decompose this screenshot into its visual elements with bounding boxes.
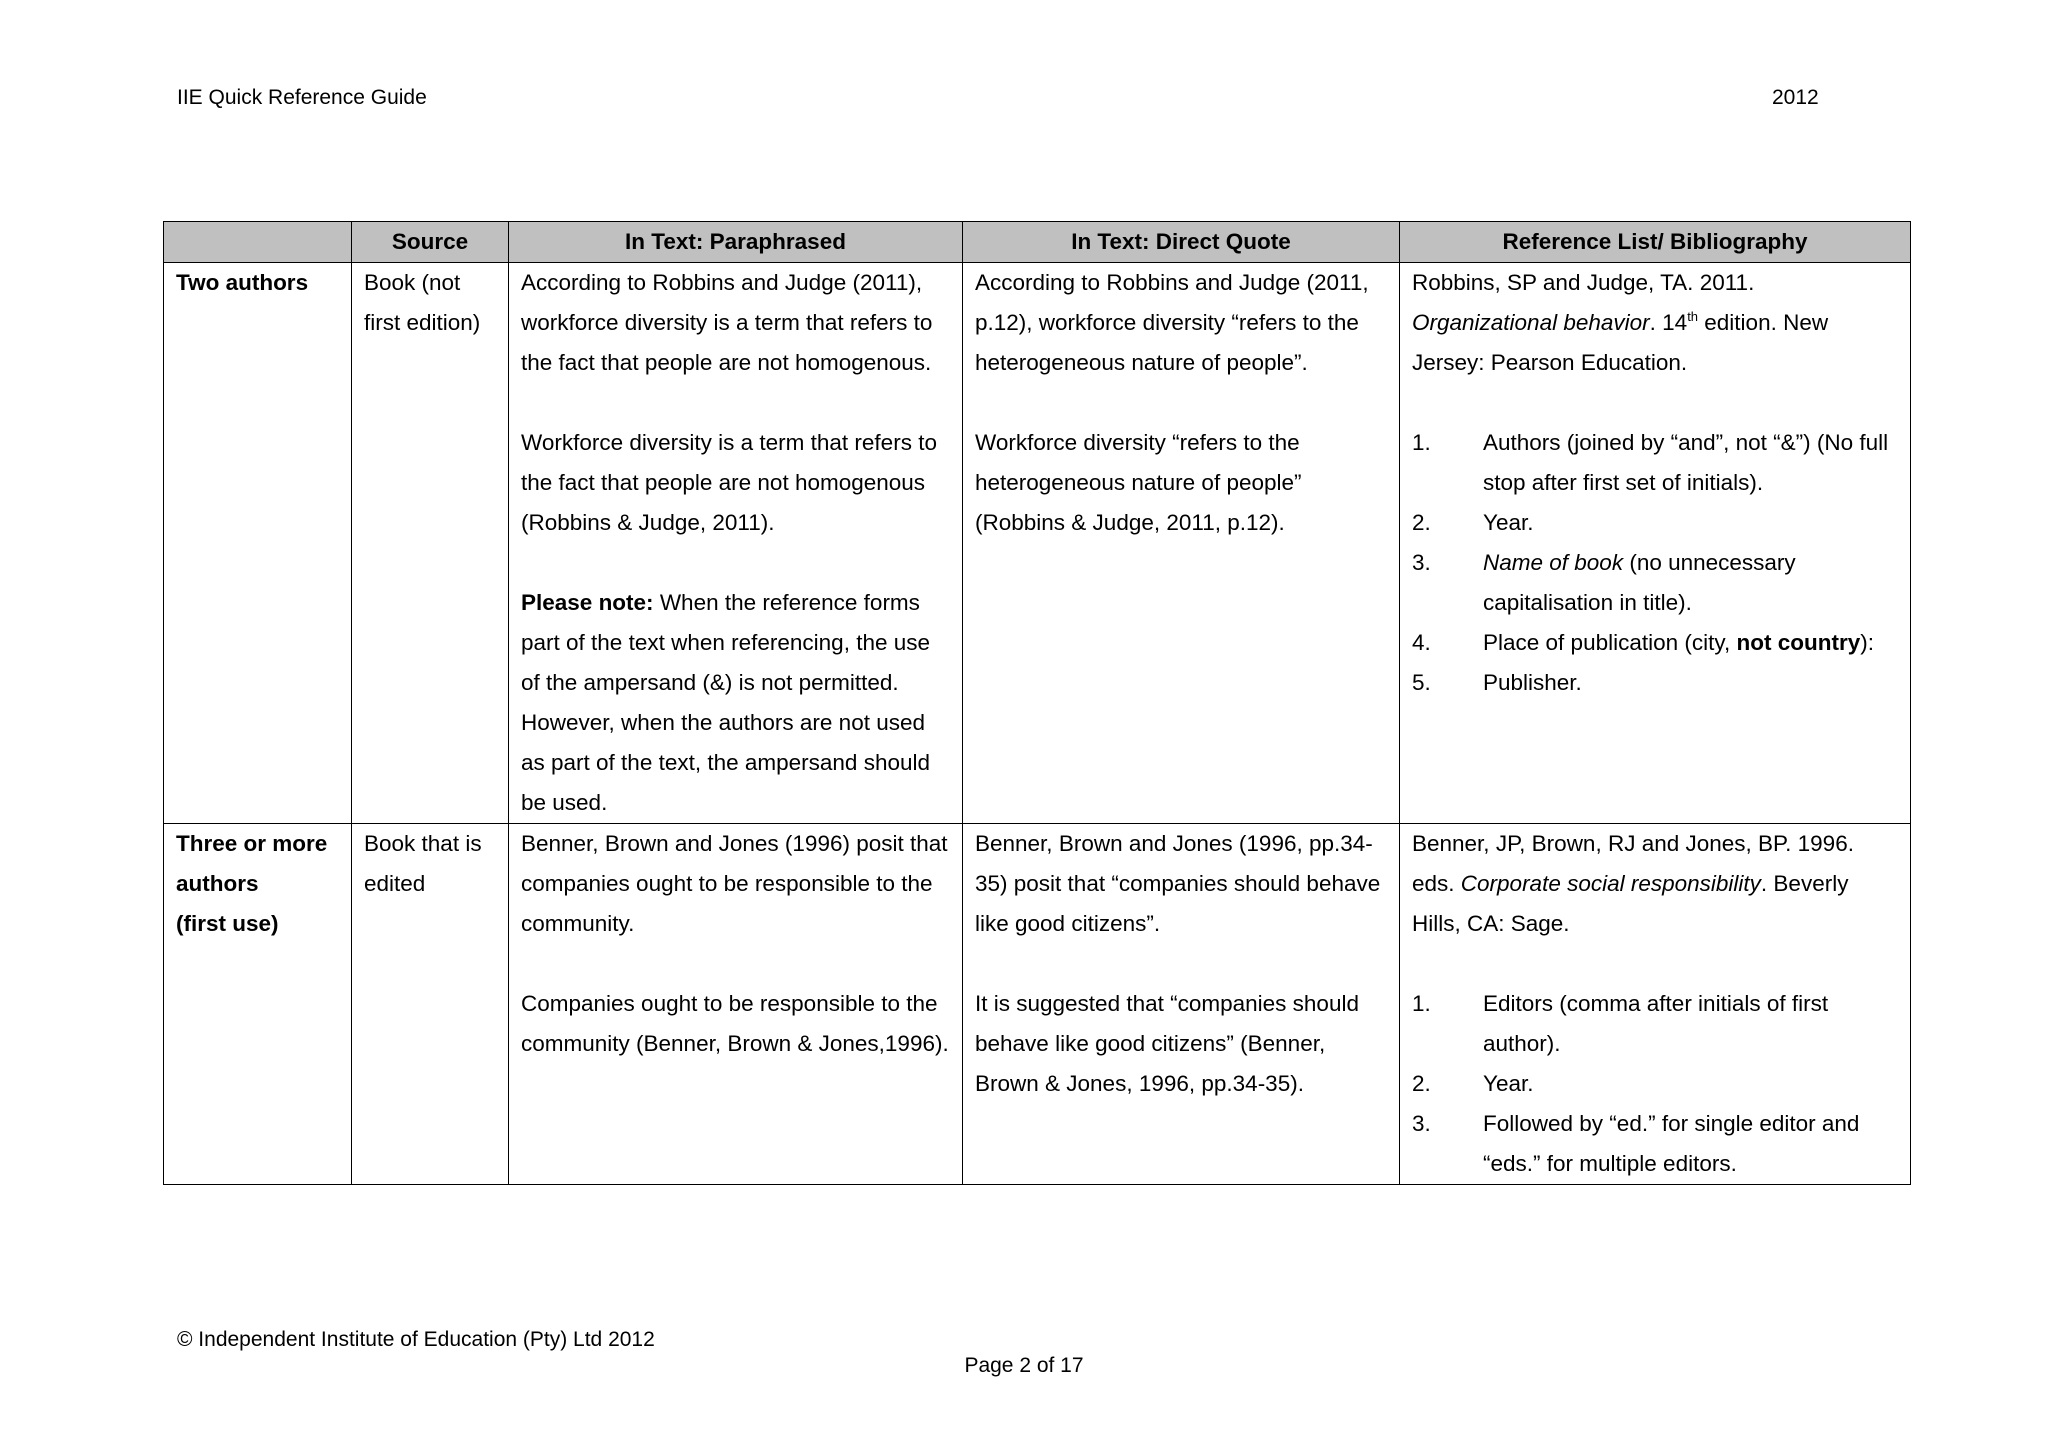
reference-authors-year: Benner, JP, Brown, RJ and Jones, BP. 1996. eds. [1412, 831, 1854, 896]
list-item-text-end: ): [1860, 630, 1874, 655]
reference-publisher: . Beverly Hills, CA: Sage. [1412, 871, 1849, 936]
list-number: 2. [1412, 510, 1431, 535]
direct-quote-example-2: Workforce diversity “refers to the heterogeneous nature of people” (Robbins & Judge, 2011, p.12). [975, 430, 1302, 535]
list-item-bold: not country [1736, 630, 1861, 655]
reference-edition-suffix: th [1687, 309, 1699, 324]
list-item [1412, 984, 1898, 1064]
row-label-line-1: Three or more [176, 831, 328, 856]
row-label-line-2: authors [176, 871, 259, 896]
source-cell [352, 824, 509, 1185]
direct-quote-example-1: Benner, Brown and Jones (1996, pp.34-35) posit that “companies should behave like good citizens”. [975, 831, 1381, 936]
list-item [1412, 543, 1898, 623]
list-item-text: Place of publication (city, [1483, 630, 1737, 655]
paraphrased-example-2: Companies ought to be responsible to the community (Benner, Brown & Jones,1996). [521, 991, 949, 1056]
please-note [521, 583, 950, 823]
list-item [1412, 1104, 1898, 1184]
list-item-text: Year. [1483, 1071, 1534, 1096]
list-item-text: Editors (comma after initials of first author). [1483, 991, 1829, 1056]
paraphrased-example-1: According to Robbins and Judge (2011), workforce diversity is a term that refers to the fact that people are not homogenous. [521, 270, 933, 375]
column-header-paraphrased: In Text: Paraphrased [509, 222, 963, 263]
paraphrased-example-2: Workforce diversity is a term that refers to the fact that people are not homogenous (Robbins & Judge, 2011). [521, 430, 937, 535]
header-year: 2012 [1772, 86, 1819, 109]
reference-entry [1412, 263, 1898, 383]
list-item-text: Publisher. [1483, 670, 1582, 695]
list-number: 1. [1412, 430, 1431, 455]
list-item [1412, 1064, 1898, 1104]
paraphrased-cell [509, 824, 963, 1185]
column-header-source: Source [352, 222, 509, 263]
list-item [1412, 663, 1898, 703]
list-item-text: Followed by “ed.” for single editor and “eds.” for multiple editors. [1483, 1111, 1860, 1176]
list-number: 3. [1412, 1111, 1431, 1136]
header-title: IIE Quick Reference Guide [177, 86, 427, 109]
table-row [164, 263, 1911, 824]
list-item-text: Authors (joined by “and”, not “&”) (No full stop after first set of initials). [1483, 430, 1889, 495]
direct-quote-example-1: According to Robbins and Judge (2011, p.12), workforce diversity “refers to the heterogeneous nature of people”. [975, 270, 1369, 375]
reference-cell [1400, 263, 1911, 824]
please-note-text: When the reference forms part of the text when referencing, the use of the ampersand (&) is not permitted. However, when the authors are not used as part of the text, the ampersand should be used. [521, 590, 930, 815]
list-number: 2. [1412, 1071, 1431, 1096]
column-header-reference-list: Reference List/ Bibliography [1400, 222, 1911, 263]
reference-steps-list [1412, 984, 1898, 1184]
reference-authors-year: Robbins, SP and Judge, TA. 2011. [1412, 270, 1755, 295]
reference-table [163, 221, 1911, 1185]
row-label-text: Two authors [176, 270, 309, 295]
table-header-row [164, 222, 1911, 263]
reference-steps-list [1412, 423, 1898, 703]
list-number: 3. [1412, 550, 1431, 575]
row-label [164, 824, 352, 1185]
list-item [1412, 503, 1898, 543]
source-text: Book (not first edition) [364, 270, 481, 335]
list-item [1412, 623, 1898, 663]
direct-quote-cell [963, 263, 1400, 824]
footer-copyright: © Independent Institute of Education (Pty) Ltd 2012 [177, 1328, 655, 1351]
source-cell [352, 263, 509, 824]
row-label [164, 263, 352, 824]
list-number: 5. [1412, 670, 1431, 695]
table-row [164, 824, 1911, 1185]
please-note-label: Please note: [521, 590, 654, 615]
column-header-label [164, 222, 352, 263]
list-item-text: (no unnecessary capitalisation in title). [1483, 550, 1796, 615]
reference-book-title: Organizational behavior [1412, 310, 1650, 335]
list-item-text: Year. [1483, 510, 1534, 535]
paraphrased-example-1: Benner, Brown and Jones (1996) posit that companies ought to be responsible to the community. [521, 831, 948, 936]
direct-quote-example-2: It is suggested that “companies should behave like good citizens” (Benner, Brown & Jones, 1996, pp.34-35). [975, 991, 1359, 1096]
reference-edition-publisher: edition. New Jersey: Pearson Education. [1412, 310, 1829, 375]
list-number: 1. [1412, 991, 1431, 1016]
column-header-direct-quote: In Text: Direct Quote [963, 222, 1400, 263]
direct-quote-cell [963, 824, 1400, 1185]
paraphrased-cell [509, 263, 963, 824]
reference-cell [1400, 824, 1911, 1185]
list-item [1412, 423, 1898, 503]
reference-entry [1412, 824, 1898, 944]
reference-edition-number: . 14 [1649, 310, 1688, 335]
source-text: Book that is edited [364, 831, 482, 896]
list-item-italic: Name of book [1483, 550, 1624, 575]
reference-book-title: Corporate social responsibility [1460, 871, 1761, 896]
footer-page-number: Page 2 of 17 [964, 1354, 1084, 1377]
row-label-line-3: (first use) [176, 911, 279, 936]
list-number: 4. [1412, 630, 1431, 655]
